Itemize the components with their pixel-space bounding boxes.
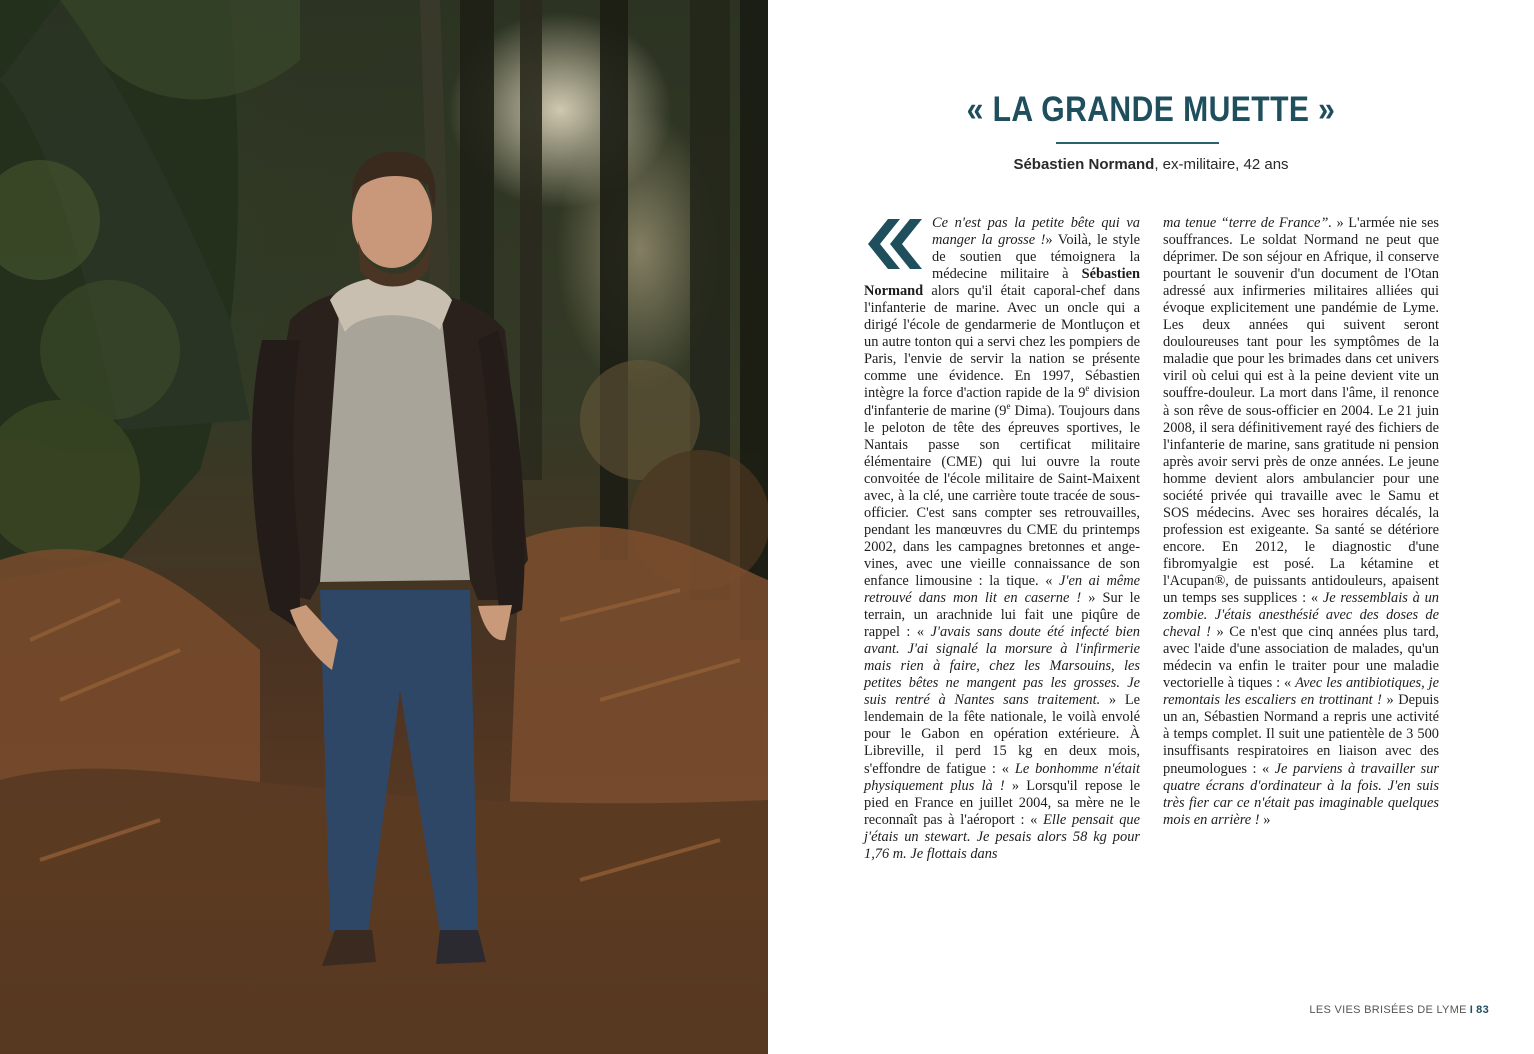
byline-details: , ex-militaire, 42 ans [1154, 156, 1289, 173]
column-1-text [864, 215, 1140, 863]
text-segment: » [1259, 811, 1271, 828]
text-segment: e [1085, 383, 1090, 394]
text-segment: » Depuis un an, Sébastien Normand a repris une activité à temps complet. Il suit une patientèle de 3 500 insuffisants respiratoires en liaison avec des pneumologues : « [1163, 692, 1439, 777]
quote-text: ma tenue “terre de France”. [1163, 215, 1333, 231]
footer-separator: I [1469, 1004, 1474, 1016]
text-segment: alors qu'il était caporal-chef dans l'infanterie de marine. Avec un oncle qui a dirigé l'école de gendarmerie de Montluçon et un autre tonton qui a servi chez les pompiers de Paris, l'envie de servir la nation se présente comme une évidence. En 1997, Sébastien intègre la force d'action rapide de la 9 [864, 283, 1140, 402]
article-page [768, 0, 1534, 1054]
text-segment: division d'infanterie de marine (9 [864, 385, 1140, 419]
quote-text: Elle pensait que j'étais un stewart. Je pesais alors 58 kg pour 1,76 m. Je flottais dans [864, 811, 1141, 862]
quote-text: J'en ai même retrouvé dans mon lit en caserne ! [864, 572, 1141, 607]
column-2-text [1163, 215, 1439, 829]
text-segment: » L'armée nie ses souffrances. Le soldat Normand ne peut que déprimer. De son séjour en Afrique, il conserve pourtant le souvenir d'un document de l'Otan adressé aux infirmeries militaires alliées qui évoque explicitement une pandémie de Lyme. Les deux années qui suivent seront douloureuses tant pour les symptômes de la maladie que pour les brimades dans cet univers viril où celui qui est à la peine devient vite un souffre-douleur. La mort dans l'âme, il renonce à son rêve de sous-officier en 2004. Le 21 juin 2008, il sera définitivement rayé des fichiers de l'infanterie de marine, sans gratitude ni pension après avoir servi près de onze années. Le jeune homme devient alors ambulancier pour une société privée qui travaille avec le Samu et SOS médecins. Avec ses horaires décalés, la profession est exigeante. Sa santé se détériore encore. En 2012, le diagnostic d'une fibromyalgie est posé. La kétamine et l'Acupan®, de puissants antidouleurs, apaisent un temps ses supplices : « [1163, 215, 1439, 607]
page-footer [1309, 1004, 1489, 1016]
byline-name: Sébastien Normand [1013, 156, 1155, 173]
article-title: « LA GRANDE MUETTE » [966, 90, 1336, 129]
quote-text: Je parviens à travailler sur quatre écrans d'ordinateur à la fois. J'en suis très fier car ce n'était pas imaginable quelques mois en arrière ! [1163, 760, 1439, 828]
title-underline [1056, 142, 1219, 144]
article-column-1 [864, 215, 1140, 863]
bold-name: Sébastien Normand [864, 266, 1140, 300]
opening-quote-mark-icon [864, 219, 926, 269]
text-segment: » Le lendemain de la fête nationale, le voilà envolé pour le Gabon en opération extérieure. À Libreville, il perd 15 kg en deux mois, s'effondre de fatigue : « [864, 692, 1140, 777]
quote-text: Je ressemblais à un zombie. J'étais anesthésié avec des doses de cheval ! [1163, 590, 1439, 641]
text-segment: » Ce n'est que cinq années plus tard, avec l'aide d'une association de malades, qu'un médecin va enfin le traiter pour une maladie vectorielle à tiques : « [1163, 624, 1439, 692]
quote-text: Le bonhomme n'était physiquement plus là ! [864, 760, 1140, 794]
quote-text: J'avais sans doute été infecté bien avant. J'ai signalé la morsure à l'infirmerie mais rien à faire, chez les Marsouins, les petites bêtes ne mangent pas les grosses. Je suis rentré à Nantes sans traitement. [864, 624, 1140, 709]
running-title: LES VIES BRISÉES DE LYME [1309, 1004, 1467, 1016]
text-segment: » Lorsqu'il repose le pied en France en juillet 2004, sa mère ne le reconnaît pas à l'aéroport : « [864, 777, 1140, 828]
article-byline [768, 156, 1534, 173]
page-number: 83 [1476, 1004, 1489, 1016]
text-segment: » Sur le terrain, un arachnide lui fait une piqûre de rappel : « [864, 590, 1140, 641]
article-column-2 [1163, 215, 1439, 829]
text-segment: Dima). Toujours dans le peloton de tête des épreuves sportives, le Nantais passe son certificat militaire élémentaire (CME) qui lui ouvre la route convoitée de l'école militaire de Saint-Maixent avec, à la clé, une carrière toute tracée de sous-officier. C'est sans compter ses retrouvailles, pendant les manœuvres du CME du printemps 2002, dans les campagnes bretonnes et angevines, avec une vieille connaissance de son enfance limousine : la tique. « [864, 402, 1140, 589]
text-segment: e [1006, 400, 1011, 411]
quote-text: Ce n'est pas la petite bête qui va manger la grosse ! [932, 215, 1140, 249]
text-segment: » Voilà, le style de soutien que témoignera la médecine militaire à [932, 232, 1140, 283]
quote-text: Avec les antibiotiques, je remontais les escaliers en trottinant ! [1163, 675, 1439, 709]
